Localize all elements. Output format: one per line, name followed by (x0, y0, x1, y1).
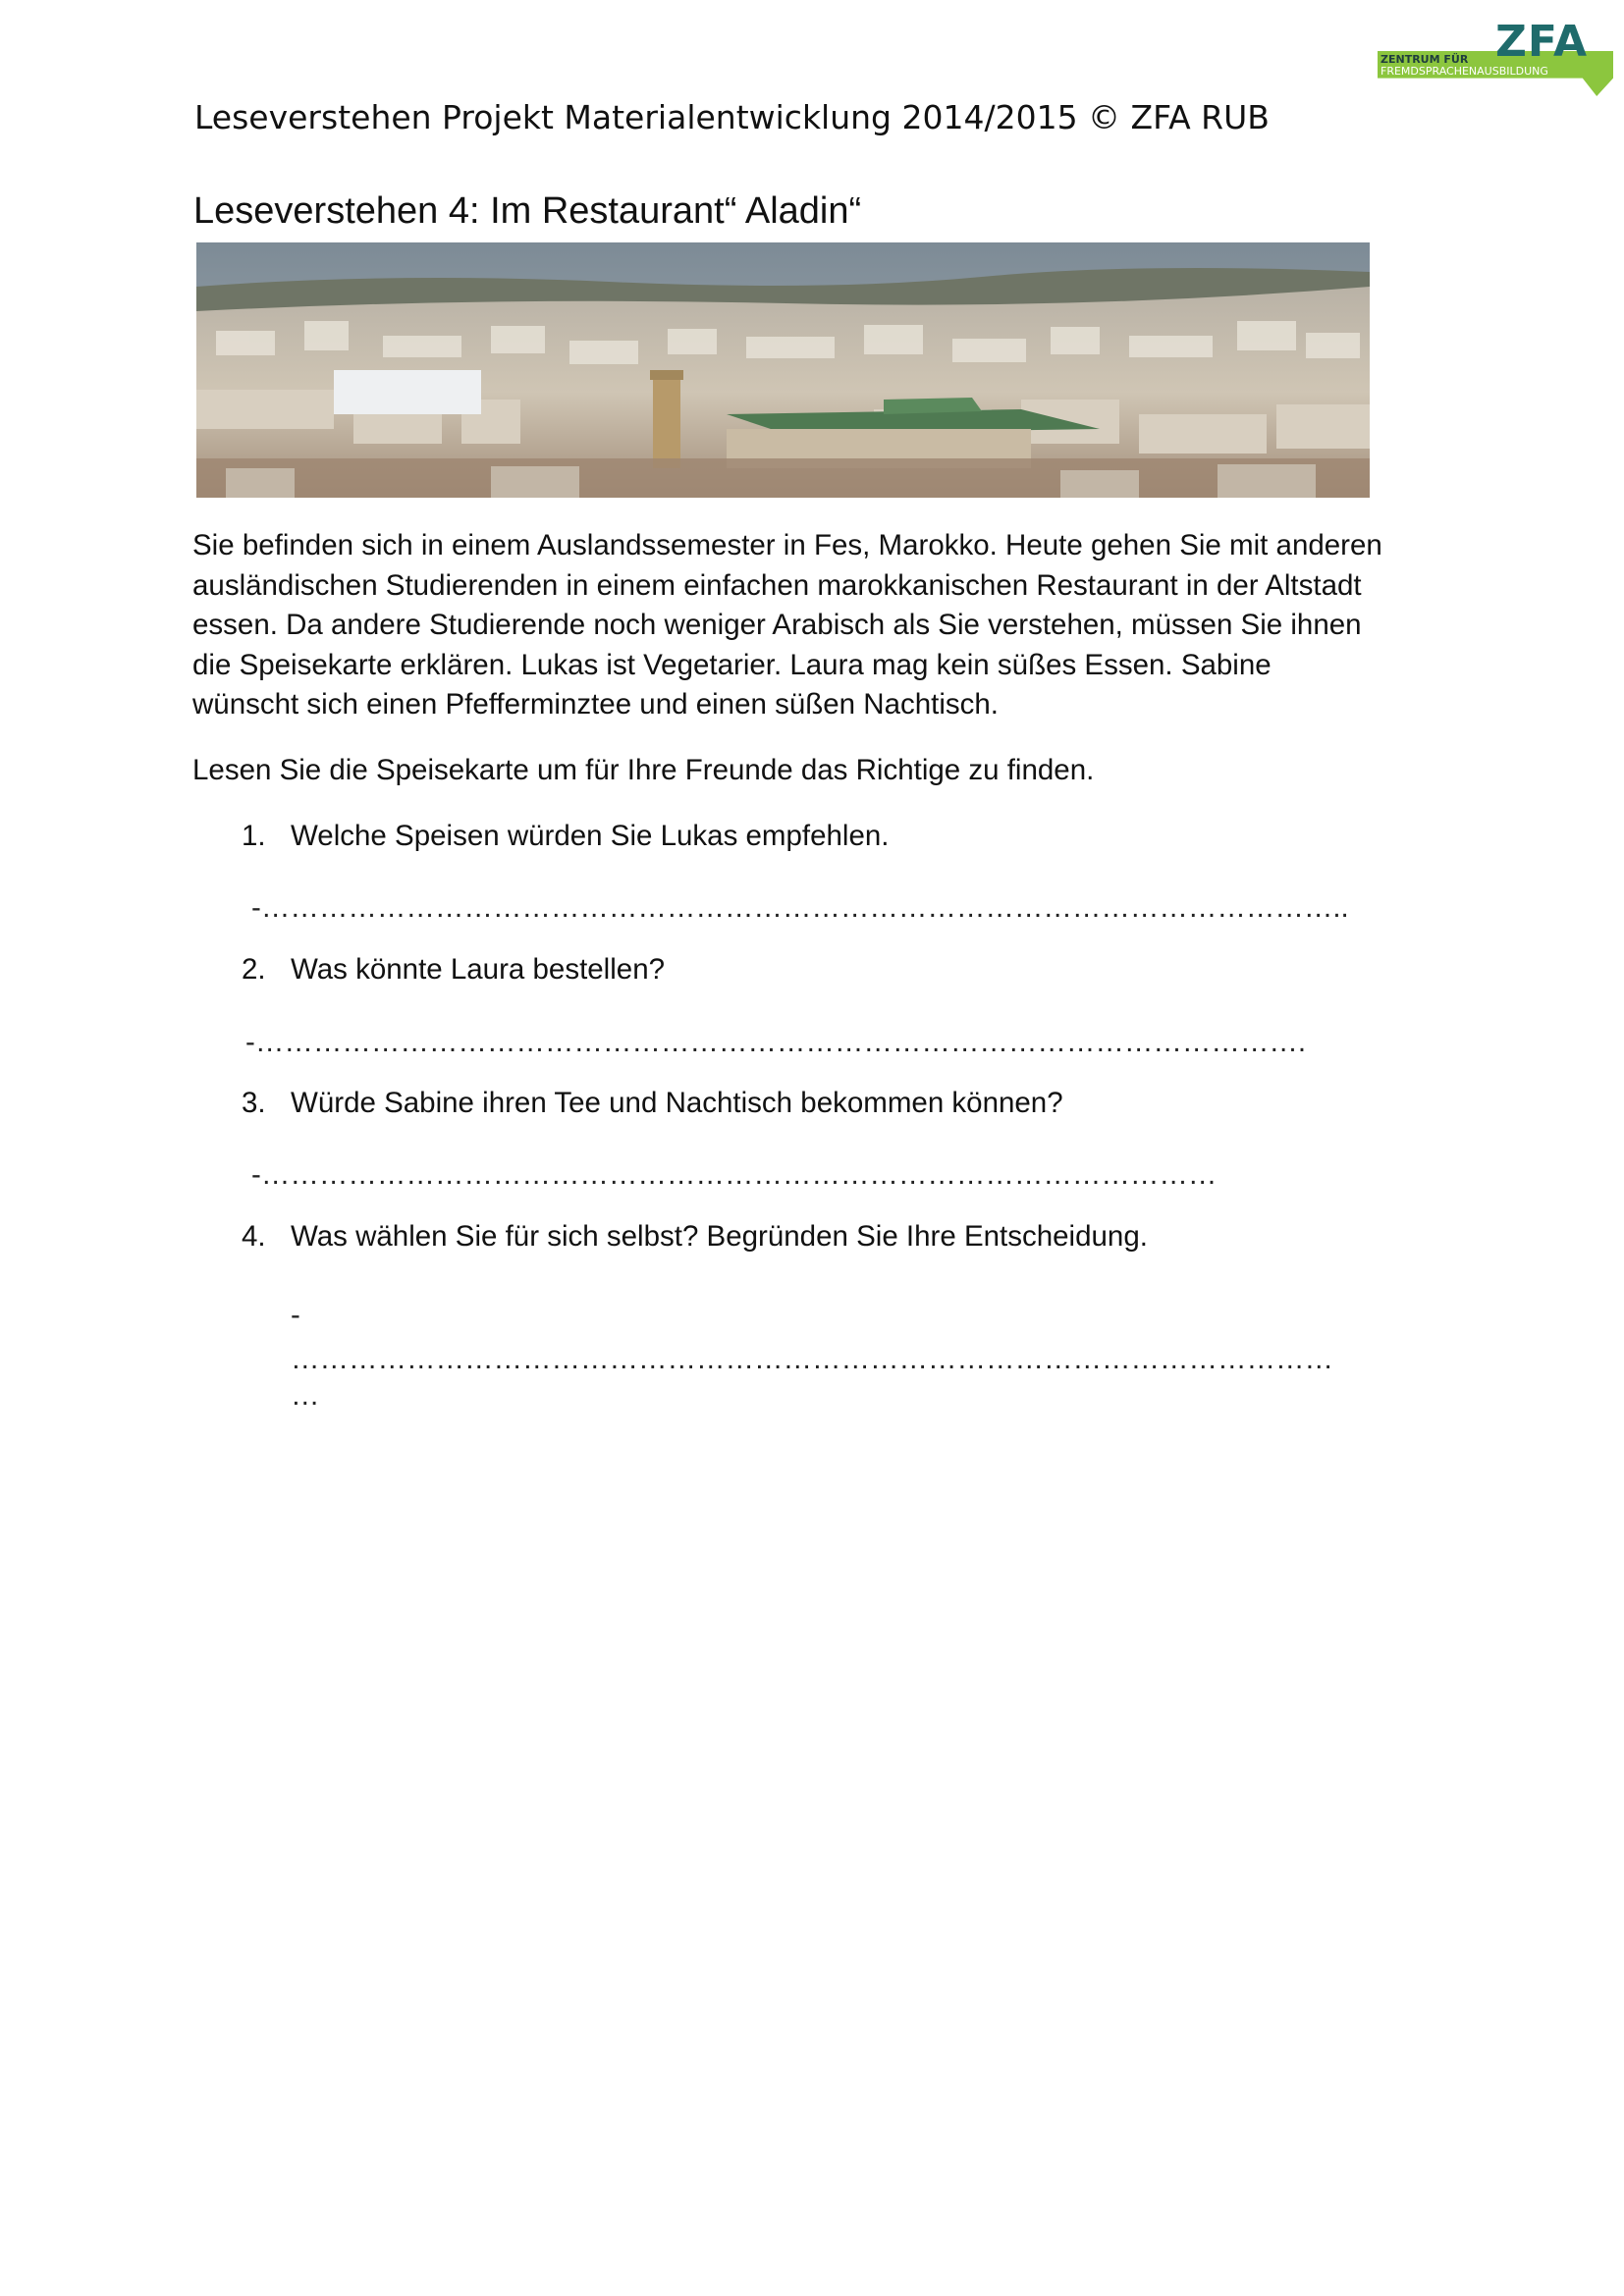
question-number: 2. (242, 953, 266, 986)
question-text: Würde Sabine ihren Tee und Nachtisch bekommen können? (291, 1087, 1063, 1119)
logo-line-1: ZENTRUM FÜR (1380, 53, 1469, 66)
answer-line-3[interactable]: -……………………………………………………………………………………… (251, 1158, 1218, 1191)
instruction-text: Lesen Sie die Speisekarte um für Ihre Freunde das Richtige zu finden. (192, 754, 1095, 786)
logo-line-2: FREMDSPRACHENAUSBILDUNG (1380, 65, 1548, 78)
intro-paragraph (192, 526, 1430, 725)
intro-line: ausländischen Studierenden in einem einfachen marokkanischen Restaurant in der Altstadt (192, 568, 1362, 602)
page-title: Leseverstehen 4: Im Restaurant“ Aladin“ (193, 190, 862, 232)
answer-line-1[interactable]: -………………………………………………………………………………………………….. (251, 891, 1349, 924)
question-number: 1. (242, 820, 266, 852)
answer-line-4-dash: - (291, 1299, 300, 1331)
question-text: Was wählen Sie für sich selbst? Begründen Sie Ihre Entscheidung. (291, 1220, 1148, 1253)
fes-cityscape-photo (196, 242, 1370, 498)
answer-line-4[interactable]: ……………………………………………………………………………………………… (291, 1343, 1333, 1375)
answer-line-2[interactable]: -………………………………………………………………………………………………. (245, 1026, 1307, 1058)
page-header: Leseverstehen Projekt Materialentwicklung 2014/2015 © ZFA RUB (194, 98, 1270, 136)
question-number: 4. (242, 1220, 266, 1253)
answer-line-4-overflow: … (291, 1379, 320, 1412)
question-text: Welche Speisen würden Sie Lukas empfehlen. (291, 820, 890, 852)
logo-subtitle (1380, 54, 1612, 78)
question-number: 3. (242, 1087, 266, 1119)
intro-line: essen. Da andere Studierende noch weniger Arabisch als Sie verstehen, müssen Sie ihnen (192, 609, 1362, 641)
intro-line: Sie befinden sich in einem Auslandssemester in Fes, Marokko. Heute gehen Sie mit anderen (192, 529, 1382, 561)
question-text: Was könnte Laura bestellen? (291, 953, 666, 986)
zfa-logo (1378, 18, 1613, 106)
intro-line: die Speisekarte erklären. Lukas ist Vegetarier. Laura mag kein süßes Essen. Sabine (192, 648, 1272, 681)
logo-wordmark: ZFA (1495, 17, 1588, 67)
intro-line: wünscht sich einen Pfefferminztee und einen süßen Nachtisch. (192, 688, 1000, 721)
